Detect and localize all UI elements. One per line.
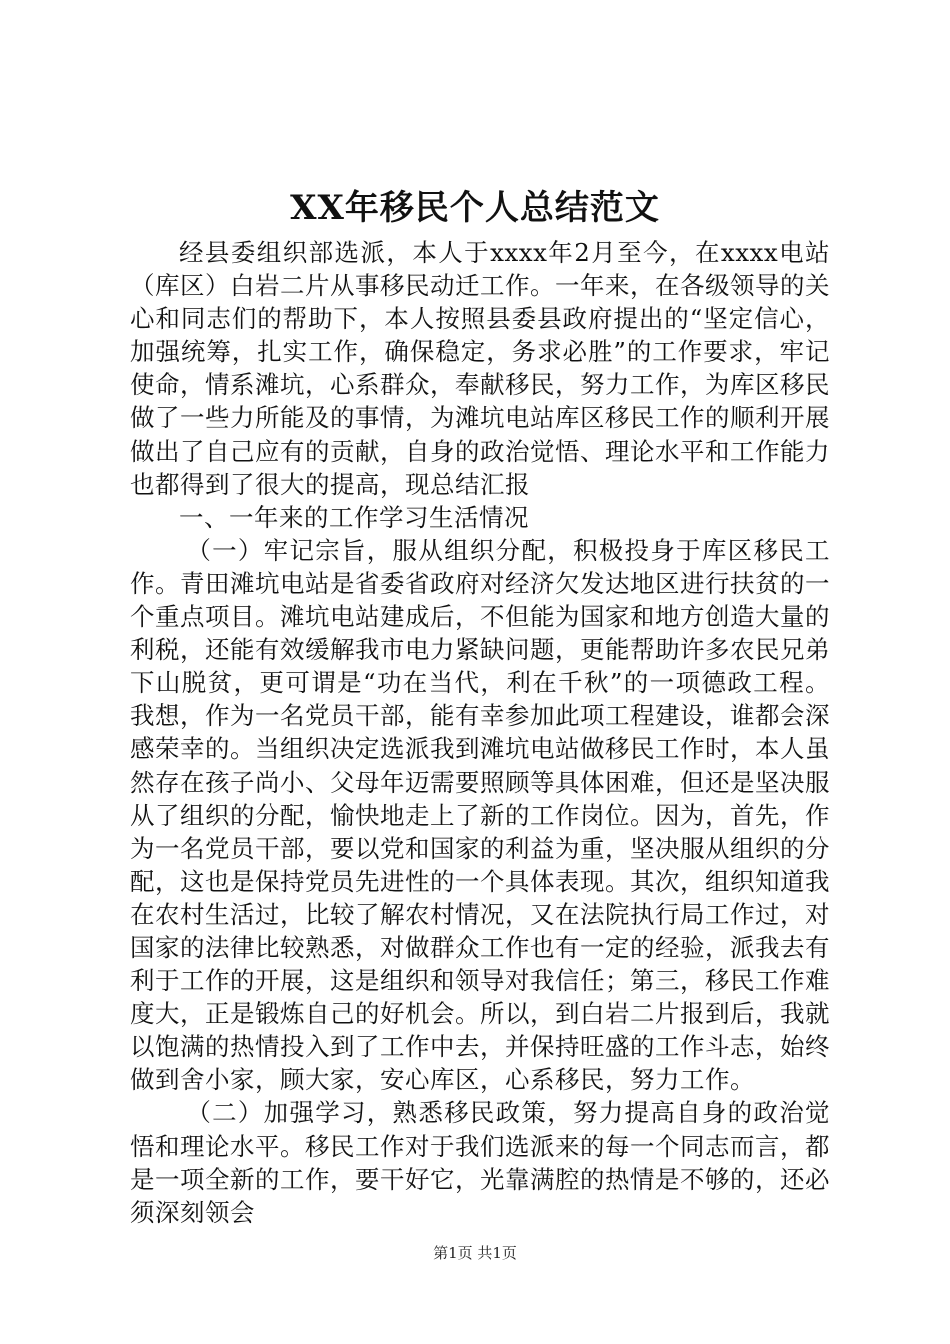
- paragraph-intro: 经县委组织部选派，本人于xxxx年2月至今，在xxxx电站（库区）白岩二片从事移民动迁工作。一年来，在各级领导的关心和同志们的帮助下，本人按照县委县政府提出的“坚定信心，加强统筹，扎实工作，确保稳定，务求必胜”的工作要求，牢记使命，情系滩坑，心系群众，奉献移民，努力工作，为库区移民做了一些力所能及的事情，为滩坑电站库区移民工作的顺利开展做出了自己应有的贡献，自身的政治觉悟、理论水平和工作能力也都得到了很大的提高，现总结汇报: [130, 238, 830, 499]
- page-footer: 第1页 共1页: [433, 1244, 517, 1262]
- document-body: [130, 236, 830, 1229]
- paragraph-section-1-1: （一）牢记宗旨，服从组织分配，积极投身于库区移民工作。青田滩坑电站是省委省政府对经济欠发达地区进行扶贫的一个重点项目。滩坑电站建成后，不但能为国家和地方创造大量的利税，还能有效缓解我市电力紧缺问题，更能帮助许多农民兄弟下山脱贫，更可谓是“功在当代，利在千秋”的一项德政工程。我想，作为一名党员干部，能有幸参加此项工程建设，谁都会深感荣幸的。当组织决定选派我到滩坑电站做移民工作时，本人虽然存在孩子尚小、父母年迈需要照顾等具体困难，但还是坚决服从了组织的分配，愉快地走上了新的工作岗位。因为，首先，作为一名党员干部，要以党和国家的利益为重，坚决服从组织的分配，这也是保持党员先进性的一个具体表现。其次，组织知道我在农村生活过，比较了解农村情况，又在法院执行局工作过，对国家的法律比较熟悉，对做群众工作也有一定的经验，派我去有利于工作的开展，这是组织和领导对我信任；第三，移民工作难度大，正是锻炼自己的好机会。所以，到白岩二片报到后，我就以饱满的热情投入到了工作中去，并保持旺盛的工作斗志，始终做到舍小家，顾大家，安心库区，心系移民，努力工作。: [130, 535, 830, 1095]
- section-heading-1: 一、一年来的工作学习生活情况: [179, 502, 529, 532]
- document-title: XX年移民个人总结范文: [290, 188, 660, 228]
- paragraph-section-1-2: （二）加强学习，熟悉移民政策，努力提高自身的政治觉悟和理论水平。移民工作对于我们选派来的每一个同志而言，都是一项全新的工作，要干好它，光靠满腔的热情是不够的，还必须深刻领会: [130, 1098, 830, 1227]
